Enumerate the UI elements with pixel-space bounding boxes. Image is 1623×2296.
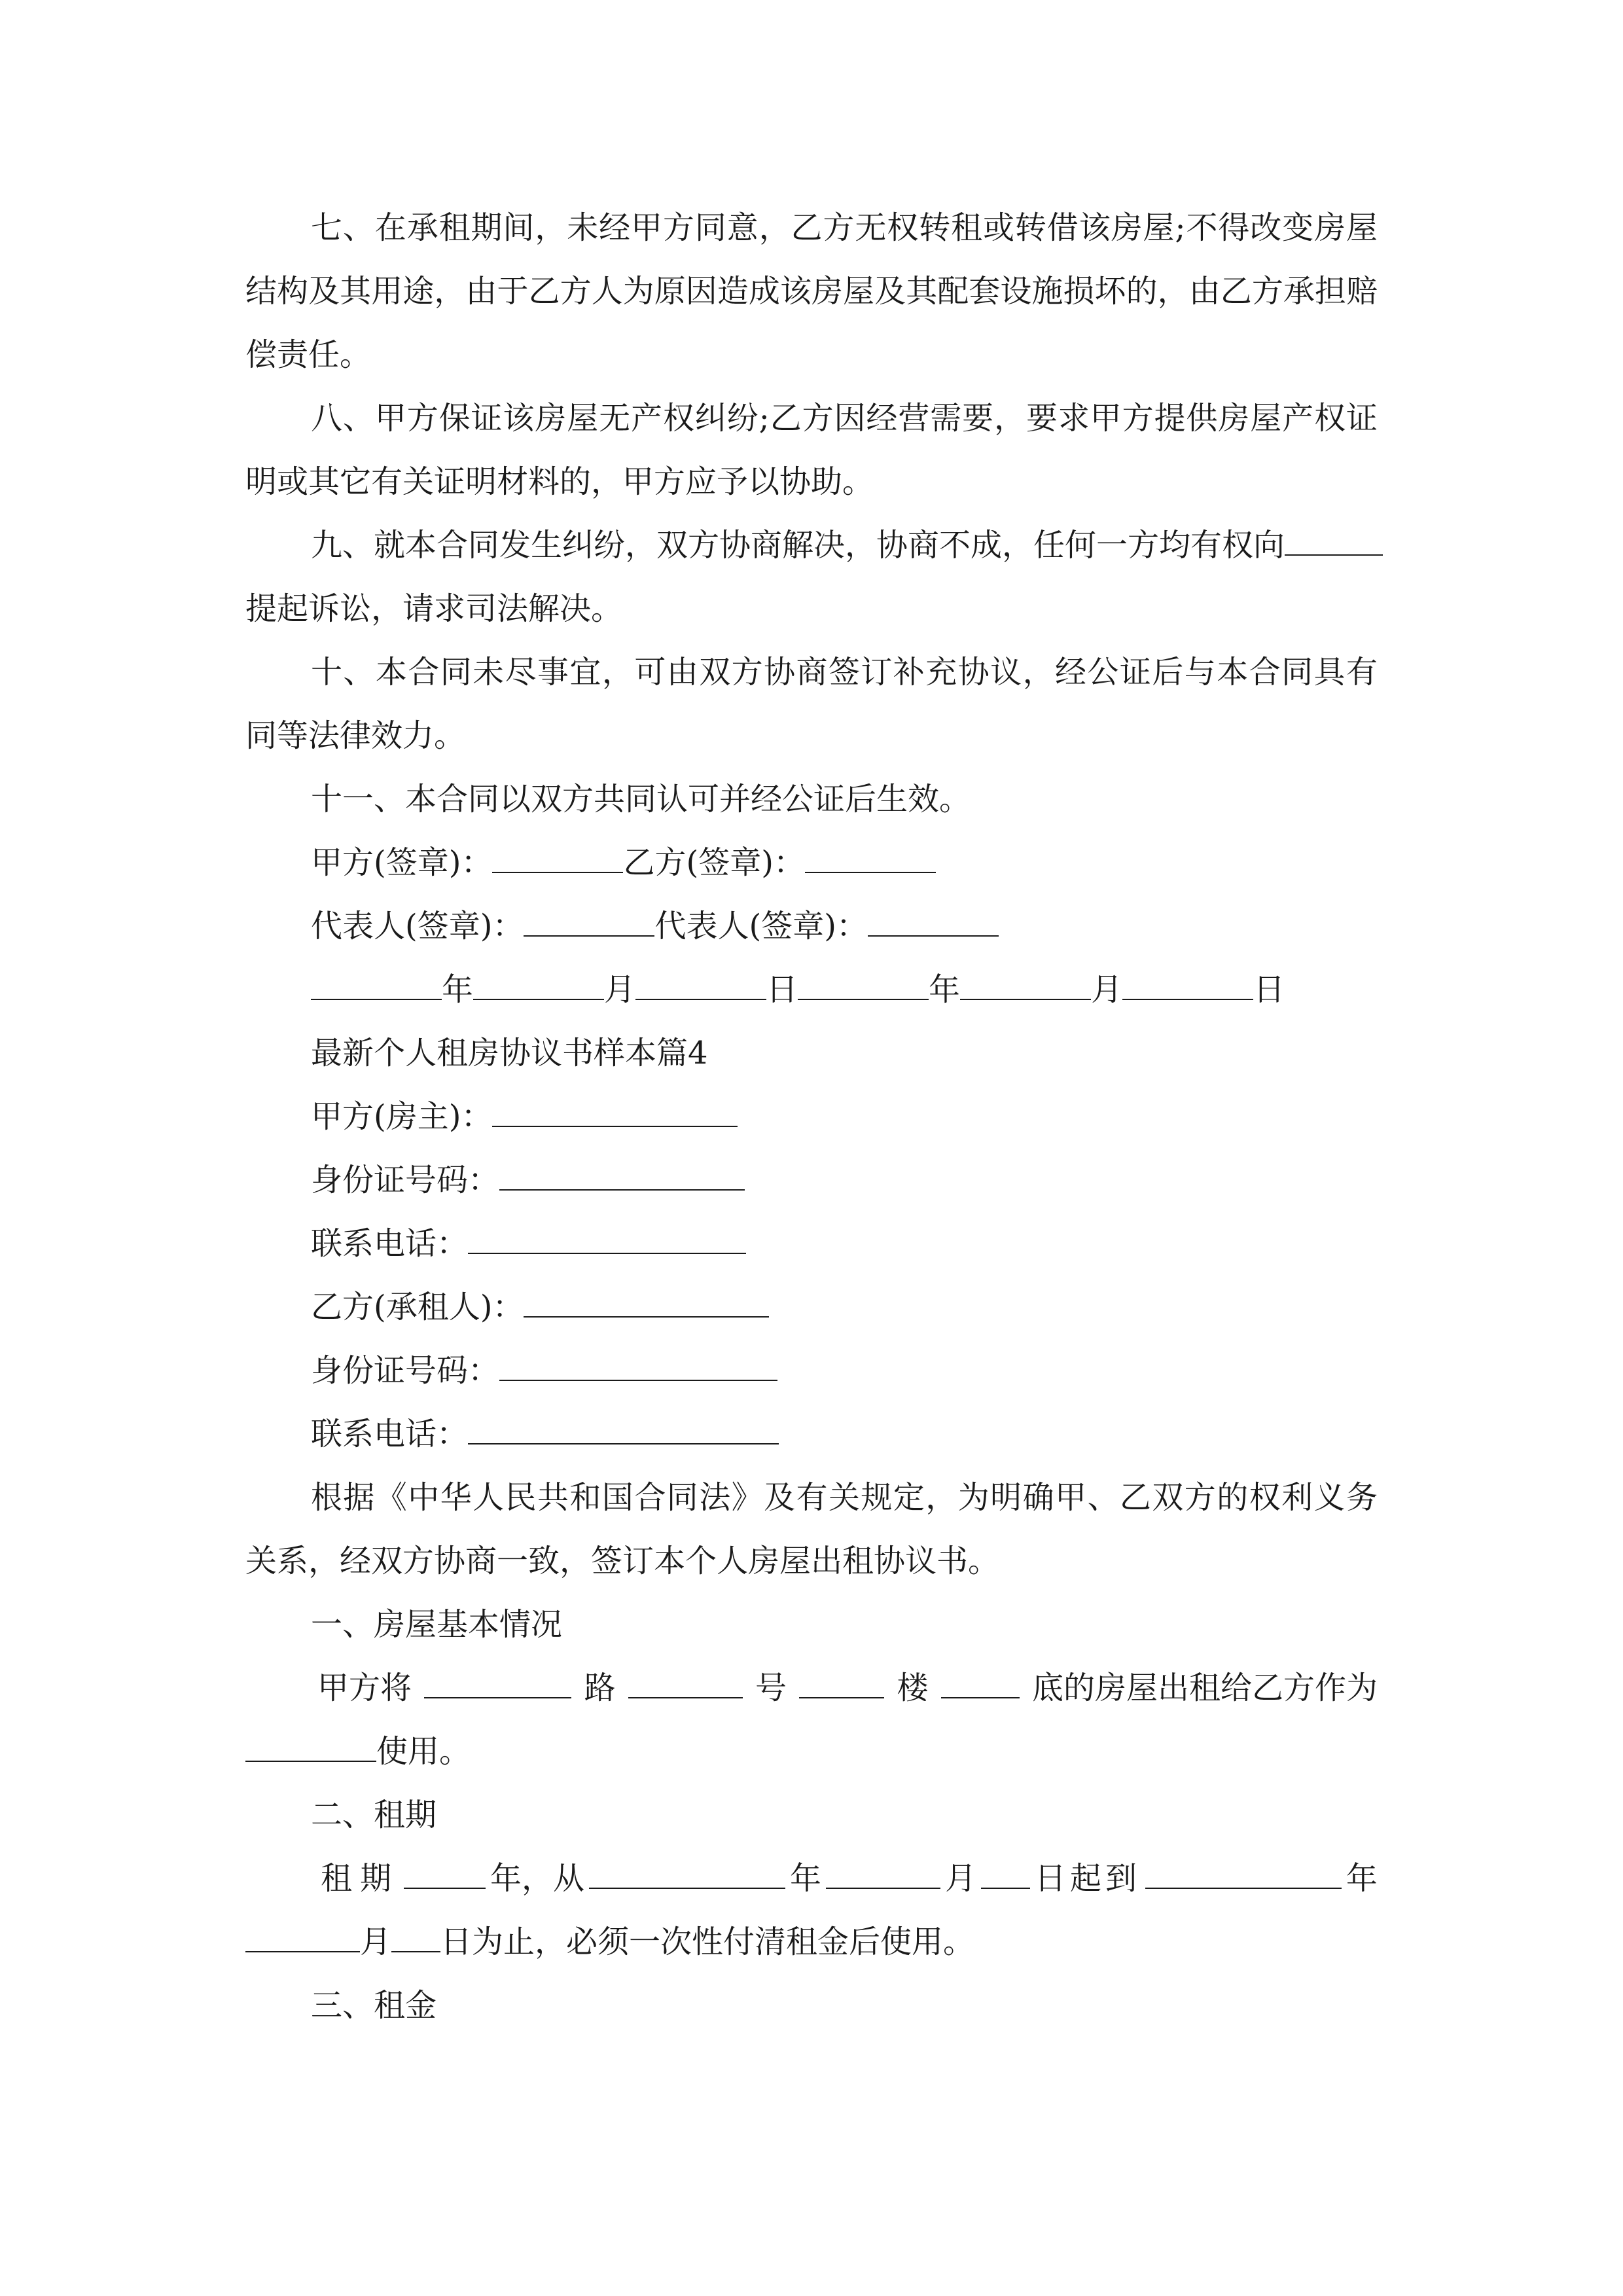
blank-landlord-phone xyxy=(468,1227,746,1254)
blank-end-day xyxy=(391,1925,440,1952)
blank-start-year xyxy=(589,1861,785,1889)
landlord-phone-line xyxy=(245,1212,1378,1276)
blank-month-b xyxy=(960,973,1091,1000)
date-month-a: 月 xyxy=(604,971,636,1008)
blank-landlord-id xyxy=(499,1163,745,1191)
clause-9-line1 xyxy=(245,514,1378,577)
clause-10: 十、本合同未尽事宜，可由双方协商签订补充协议，经公证后与本合同具有同等法律效力。 xyxy=(245,654,1378,754)
blank-party-b-sign xyxy=(805,846,936,873)
signature-line-parties xyxy=(245,831,1378,895)
tenant-line xyxy=(245,1276,1378,1339)
date-day-a: 日 xyxy=(766,971,798,1008)
rep-b-label: 代表人(签章)： xyxy=(654,908,868,944)
party-b-sign-label: 乙方(签章)： xyxy=(623,844,805,881)
term-text-7: 月 xyxy=(360,1924,392,1960)
blank-tenant xyxy=(524,1290,769,1318)
blank-rep-a xyxy=(524,909,654,937)
blank-floor xyxy=(941,1671,1020,1698)
blank-start-day xyxy=(981,1861,1030,1889)
house-text-4: 楼 xyxy=(897,1670,929,1706)
blank-number xyxy=(628,1671,743,1698)
blank-road xyxy=(424,1671,571,1698)
date-year-a: 年 xyxy=(442,971,474,1008)
term-line-1 xyxy=(245,1847,1378,1910)
landlord-id-line xyxy=(245,1149,1378,1212)
heading-house-info: 一、房屋基本情况 xyxy=(311,1606,563,1643)
blank-year-b xyxy=(798,973,929,1000)
blank-building xyxy=(799,1671,884,1698)
blank-end-month xyxy=(245,1925,360,1952)
heading-rent: 三、租金 xyxy=(311,1987,437,2024)
blank-end-year xyxy=(1145,1861,1342,1889)
blank-month-a xyxy=(473,973,604,1000)
date-day-b: 日 xyxy=(1253,971,1285,1008)
term-text-4: 月 xyxy=(944,1860,976,1897)
preamble: 根据《中华人民共和国合同法》及有关规定，为明确甲、乙双方的权利义务关系，经双方协商一致，签订本个人房屋出租协议书。 xyxy=(245,1479,1378,1579)
blank-term-years xyxy=(404,1861,486,1889)
document-page xyxy=(245,196,1378,2037)
blank-tenant-id xyxy=(499,1354,777,1381)
date-month-b: 月 xyxy=(1091,971,1123,1008)
blank-start-month xyxy=(826,1861,940,1889)
blank-party-a-sign xyxy=(492,846,623,873)
landlord-label: 甲方(房主)： xyxy=(311,1098,493,1135)
clause-9-text: 九、就本合同发生纠纷，双方协商解决，协商不成，任何一方均有权向 xyxy=(311,527,1285,564)
tenant-label: 乙方(承租人)： xyxy=(311,1289,524,1325)
house-text-1: 甲方将 xyxy=(317,1670,412,1706)
term-text-1: 租期 xyxy=(321,1860,400,1897)
tenant-phone-line xyxy=(245,1403,1378,1466)
clause-9-line2: 提起诉讼，请求司法解决。 xyxy=(245,590,623,627)
tenant-id-line xyxy=(245,1339,1378,1403)
rep-a-label: 代表人(签章)： xyxy=(311,908,524,944)
blank-rep-b xyxy=(868,909,999,937)
house-text-3: 号 xyxy=(755,1670,787,1706)
term-text-5: 日起到 xyxy=(1034,1860,1141,1897)
tenant-id-label: 身份证号码： xyxy=(311,1352,500,1389)
date-year-b: 年 xyxy=(929,971,961,1008)
blank-year-a xyxy=(311,973,442,1000)
blank-court xyxy=(1285,528,1383,556)
term-text-3: 年 xyxy=(789,1860,821,1897)
clause-7: 七、在承租期间，未经甲方同意，乙方无权转租或转借该房屋;不得改变房屋结构及其用途，由于乙方人为原因造成该房屋及其配套设施损坏的，由乙方承担赔偿责任。 xyxy=(245,209,1378,373)
blank-landlord xyxy=(492,1100,738,1127)
section-title: 最新个人租房协议书样本篇4 xyxy=(311,1035,708,1071)
term-text-8: 日为止，必须一次性付清租金后使用。 xyxy=(440,1924,975,1960)
tenant-phone-label: 联系电话： xyxy=(311,1416,469,1452)
clause-11: 十一、本合同以双方共同认可并经公证后生效。 xyxy=(311,781,971,817)
landlord-line xyxy=(245,1085,1378,1149)
clause-8: 八、甲方保证该房屋无产权纠纷;乙方因经营需要，要求甲方提供房屋产权证明或其它有关证明材料的，甲方应予以协助。 xyxy=(245,400,1378,500)
term-text-6: 年 xyxy=(1346,1860,1378,1897)
house-text-5: 底的房屋出租给乙方作为 xyxy=(1031,1670,1378,1706)
landlord-id-label: 身份证号码： xyxy=(311,1162,500,1198)
term-text-2: 年，从 xyxy=(490,1860,584,1897)
heading-term: 二、租期 xyxy=(311,1797,437,1833)
signature-dates xyxy=(245,958,1378,1022)
house-text-6: 使用。 xyxy=(376,1733,471,1770)
house-text-2: 路 xyxy=(584,1670,616,1706)
blank-day-a xyxy=(635,973,766,1000)
blank-usage xyxy=(245,1734,376,1762)
blank-day-b xyxy=(1122,973,1253,1000)
signature-line-reps xyxy=(245,895,1378,958)
house-line-2 xyxy=(245,1720,1378,1784)
landlord-phone-label: 联系电话： xyxy=(311,1225,469,1262)
party-a-sign-label: 甲方(签章)： xyxy=(311,844,493,881)
term-line-2 xyxy=(245,1910,1378,1974)
blank-tenant-phone xyxy=(468,1417,779,1444)
house-line-1 xyxy=(245,1657,1378,1720)
